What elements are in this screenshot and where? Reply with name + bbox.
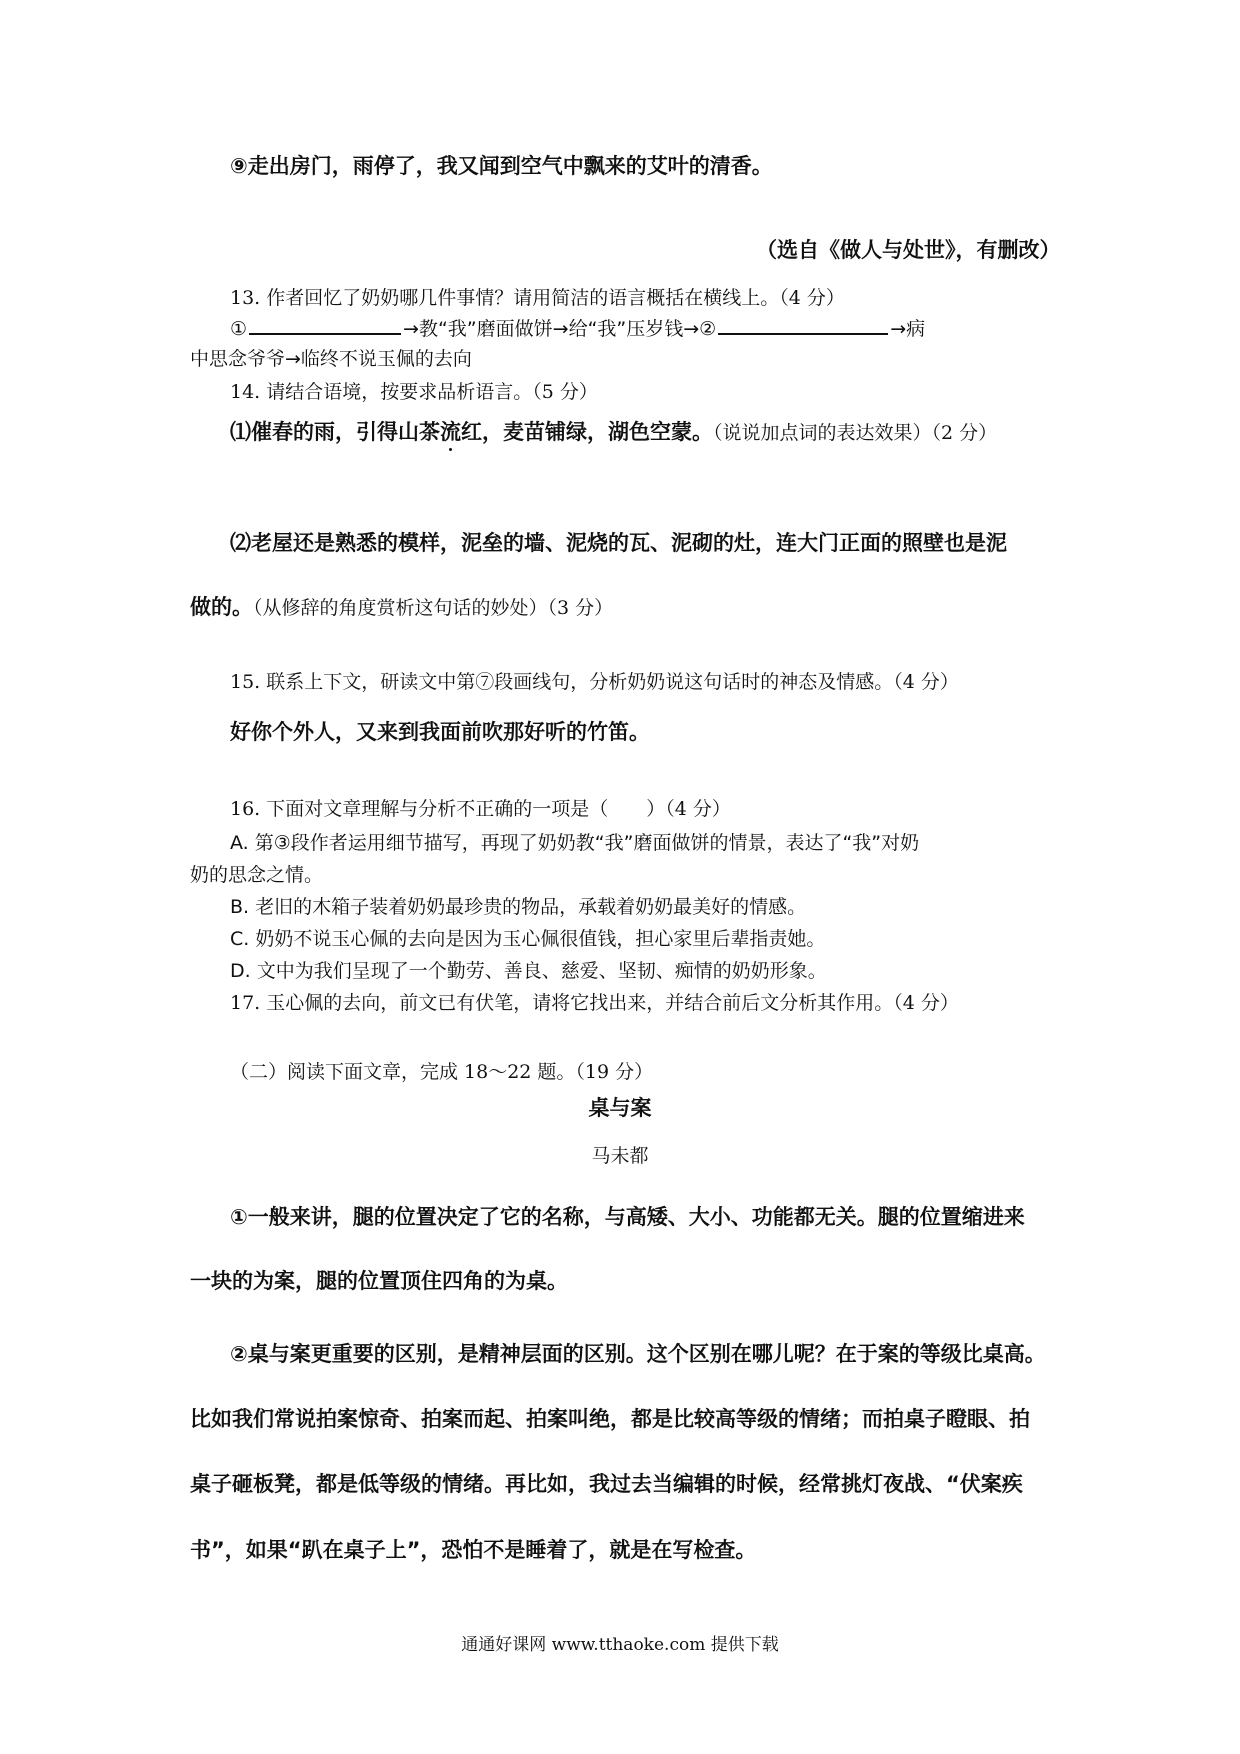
question-13-line-2: 中思念爷爷→临终不说玉佩的去向 xyxy=(190,348,472,370)
option-b: B. 老旧的木箱子装着奶奶最珍贵的物品，承载着奶奶最美好的情感。 xyxy=(230,896,807,918)
sentence-1-requirement: （说说加点词的表达效果）（2 分） xyxy=(713,422,998,444)
article-paragraph-1-line-1: ①一般来讲，腿的位置决定了它的名称，与高矮、大小、功能都无关。腿的位置缩进来 xyxy=(230,1205,1025,1229)
article-paragraph-2-line-1: ②桌与案更重要的区别，是精神层面的区别。这个区别在哪儿呢？在于案的等级比桌高。 xyxy=(230,1342,1046,1366)
question-17: 17. 玉心佩的去向，前文已有伏笔，请将它找出来，并结合前后文分析其作用。（4 分） xyxy=(230,992,959,1014)
section-2-instruction: （二）阅读下面文章，完成 18～22 题。（19 分） xyxy=(230,1061,654,1083)
option-a-continued: 奶的思念之情。 xyxy=(190,864,324,886)
page-footer: 通通好课网 www.tthaoke.com 提供下载 xyxy=(461,1635,779,1655)
question-13-sequence: →教“我”磨面做饼→给“我”压岁钱→② xyxy=(403,318,717,340)
article-paragraph-2-line-4: 书”，如果“趴在桌子上”，恐怕不是睡着了，就是在写检查。 xyxy=(190,1538,757,1562)
answer-blank-1[interactable] xyxy=(249,331,401,335)
question-15: 15. 联系上下文，研读文中第⑦段画线句，分析奶奶说这句话时的神态及情感。（4 分） xyxy=(230,671,959,693)
article-paragraph-1-line-2: 一块的为案，腿的位置顶住四角的为桌。 xyxy=(190,1269,568,1293)
sentence-2-requirement: （从修辞的角度赏析这句话的妙处）（3 分） xyxy=(253,597,614,619)
article-paragraph-2-line-3: 桌子砸板凳，都是低等级的情绪。再比如，我过去当编辑的时候，经常挑灯夜战、“伏案疾 xyxy=(190,1472,1023,1496)
question-14: 14. 请结合语境，按要求品析语言。（5 分） xyxy=(230,381,598,403)
question-14-sentence-2-line-2 xyxy=(190,597,613,618)
sentence-1-part-2: 红，麦苗铺绿，湖色空蒙。 xyxy=(461,420,713,444)
question-13-sequence-end: →病 xyxy=(890,318,926,340)
option-d: D. 文中为我们呈现了一个勤劳、善良、慈爱、坚韧、痴情的奶奶形象。 xyxy=(230,960,827,982)
blank-1-label: ① xyxy=(230,318,248,340)
option-a: A. 第③段作者运用细节描写，再现了奶奶教“我”磨面做饼的情景，表达了“我”对奶 xyxy=(230,832,920,854)
answer-blank-2[interactable] xyxy=(718,331,888,335)
source-note: （选自《做人与处世》，有删改） xyxy=(756,238,1061,262)
article-paragraph-2-line-2: 比如我们常说拍案惊奇、拍案而起、拍案叫绝，都是比较高等级的情绪；而拍桌子瞪眼、拍 xyxy=(190,1407,1030,1431)
article-author: 马未都 xyxy=(591,1145,649,1167)
sentence-1-part-1: ⑴催春的雨，引得山茶 xyxy=(230,420,440,444)
article-title: 桌与案 xyxy=(588,1096,652,1120)
question-13-answer-line xyxy=(230,320,925,339)
question-16: 16. 下面对文章理解与分析不正确的一项是（ ）（4 分） xyxy=(230,798,731,820)
sentence-2-end: 做的。 xyxy=(190,595,253,619)
option-c: C. 奶奶不说玉心佩的去向是因为玉心佩很值钱，担心家里后辈指责她。 xyxy=(230,928,826,950)
question-15-quote: 好你个外人，又来到我面前吹那好听的竹笛。 xyxy=(230,720,650,744)
question-13: 13. 作者回忆了奶奶哪几件事情？请用简洁的语言概括在横线上。（4 分） xyxy=(230,287,845,309)
question-14-sentence-2: ⑵老屋还是熟悉的模样，泥垒的墙、泥烧的瓦、泥砌的灶，连大门正面的照壁也是泥 xyxy=(230,531,1007,555)
emphasized-word: 流 xyxy=(440,420,461,444)
question-14-sentence-1 xyxy=(230,422,997,443)
paragraph-9: ⑨走出房门，雨停了，我又闻到空气中飘来的艾叶的清香。 xyxy=(230,154,773,178)
